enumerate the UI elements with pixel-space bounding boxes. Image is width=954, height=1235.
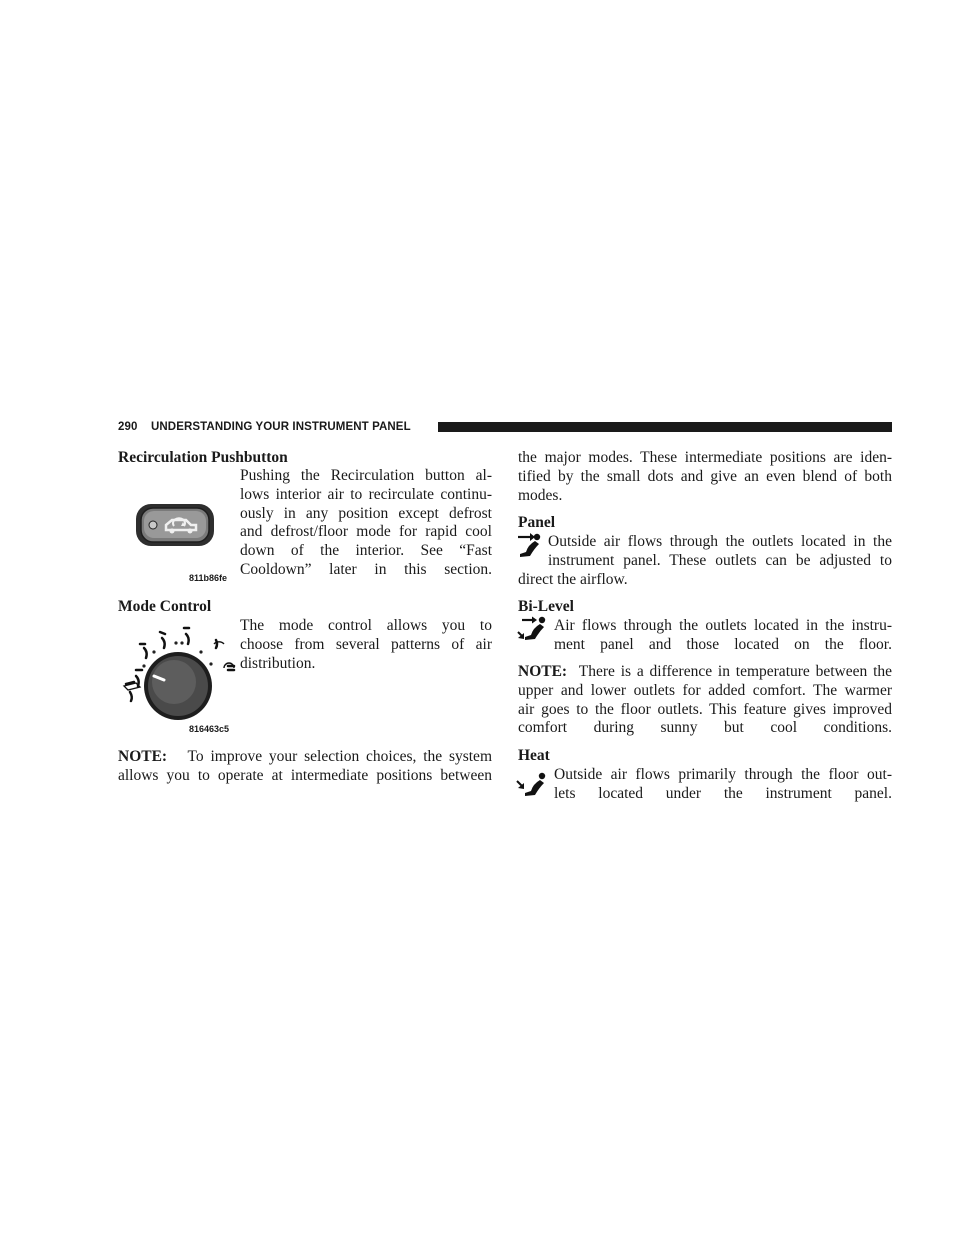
mode-control-heading: Mode Control: [118, 598, 212, 615]
panel-mode-icon: [516, 532, 544, 558]
mode-control-paragraph: The mode control allows you to choose from several patterns of air distribution.: [240, 617, 492, 672]
heat-heading: Heat: [518, 747, 550, 764]
panel-paragraph-indented: Outside air flows through the outlets located in the instrument panel. These outlets can be adjusted to: [548, 533, 892, 569]
section-title: UNDERSTANDING YOUR INSTRUMENT PANEL: [151, 421, 411, 433]
recirculation-button-icon: [130, 496, 220, 554]
note-label: NOTE:: [518, 663, 568, 680]
page-number: 290: [118, 421, 138, 433]
mode-control-knob-icon: [116, 622, 240, 722]
panel-paragraph-last: direct the airflow.: [518, 570, 628, 588]
heat-mode-icon: [516, 772, 550, 800]
bi-level-mode-icon: [516, 616, 550, 644]
right-note: NOTE: There is a difference in temperature between the upper and lower outlets for added comfort. The warmer air goes to the floor outlets. This feature gives improved comfort during sunny but cool conditions.: [518, 663, 892, 737]
intermediate-continuation: the major modes. These intermediate positions are iden- tified by the small dots and give an even blend of both modes.: [518, 449, 892, 504]
header-rule: [438, 422, 892, 432]
panel-heading: Panel: [518, 514, 556, 531]
recirculation-figure-code: 811b86fe: [189, 573, 228, 583]
left-note: NOTE: To improve your selection choices, the system allows you to operate at intermediate positions between: [118, 748, 492, 784]
note-label: NOTE:: [118, 748, 168, 765]
bi-level-paragraph: Air flows through the outlets located in the instru- ment panel and those located on the floor.: [554, 617, 892, 653]
recirculation-heading: Recirculation Pushbutton: [118, 449, 288, 466]
recirculation-paragraph: Pushing the Recirculation button al- lows interior air to recirculate continu- ously in any position except defrost and defrost/floor mode for rapid cool down of the interior. See “Fast Cooldown” later in this section.: [240, 467, 492, 578]
bi-level-heading: Bi-Level: [518, 598, 574, 615]
mode-control-figure-code: 816463c5: [189, 724, 230, 734]
heat-paragraph: Outside air flows primarily through the floor out- lets located under the instrument panel.: [554, 766, 892, 802]
